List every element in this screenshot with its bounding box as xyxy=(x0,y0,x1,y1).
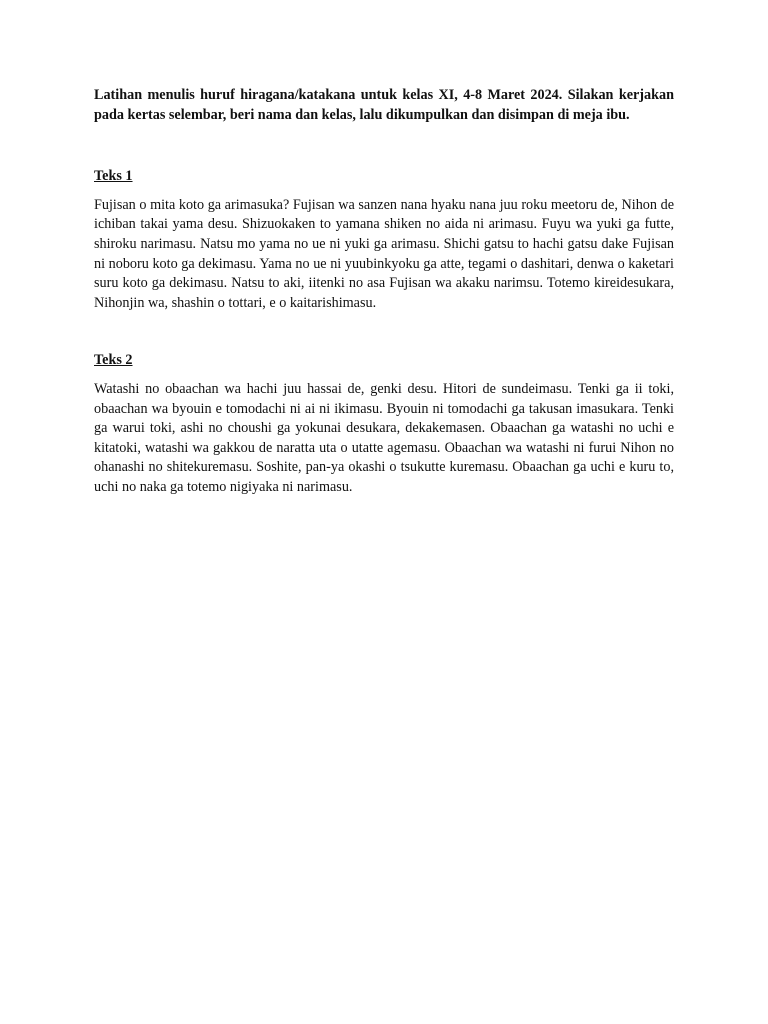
section-text-teks-1: Fujisan o mita koto ga arimasuka? Fujisan wa sanzen nana hyaku nana juu roku meetoru de, Nihon de ichiban takai yama desu. Shizuokaken to yamana shiken no aida ni arimasu. Fuyu wa yuki ga futte, shiroku narimasu. Natsu mo yama no ue ni yuki ga arimasu. Shichi gatsu to hachi gatsu dake Fujisan ni noboru koto ga dekimasu. Yama no ue ni yuubinkyoku ga atte, tegami o dashitari, denwa o kaketari suru koto ga dekimasu. Natsu to aki, iitenki no asa Fujisan wa akaku narimsu. Totemo kireidesukara, Nihonjin wa, shashin o tottari, e o kaitarishimasu. xyxy=(94,196,674,311)
section-heading-teks-2: Teks 2 xyxy=(94,352,133,369)
section-text-teks-2: Watashi no obaachan wa hachi juu hassai de, genki desu. Hitori de sundeimasu. Tenki ga ii toki, obaachan wa byouin e tomodachi ni ai ni ikimasu. Byouin ni tomodachi ga takusan imasukara. Tenki ga warui toki, ashi no choushi ga yokunai desukara, dekakemasen. Obaachan ga watashi no uchi e kitatoki, watashi wa gakkou de naratta uta o utatte agemasu. Obaachan wa watashi ni furui Nihon no ohanashi no shitekuremasu. Soshite, pan-ya okashi o tsukutte kuremasu. Obaachan ga uchi e kuru to, uchi no naka ga totemo nigiyaka ni narimasu. xyxy=(94,380,674,495)
instructions-paragraph: Latihan menulis huruf hiragana/katakana untuk kelas XI, 4-8 Maret 2024. Silakan kerjakan pada kertas selembar, beri nama dan kelas, lalu dikumpulkan dan disimpan di meja ibu. xyxy=(94,87,674,123)
document-body xyxy=(94,86,674,498)
section-heading-teks-1: Teks 1 xyxy=(94,168,133,185)
